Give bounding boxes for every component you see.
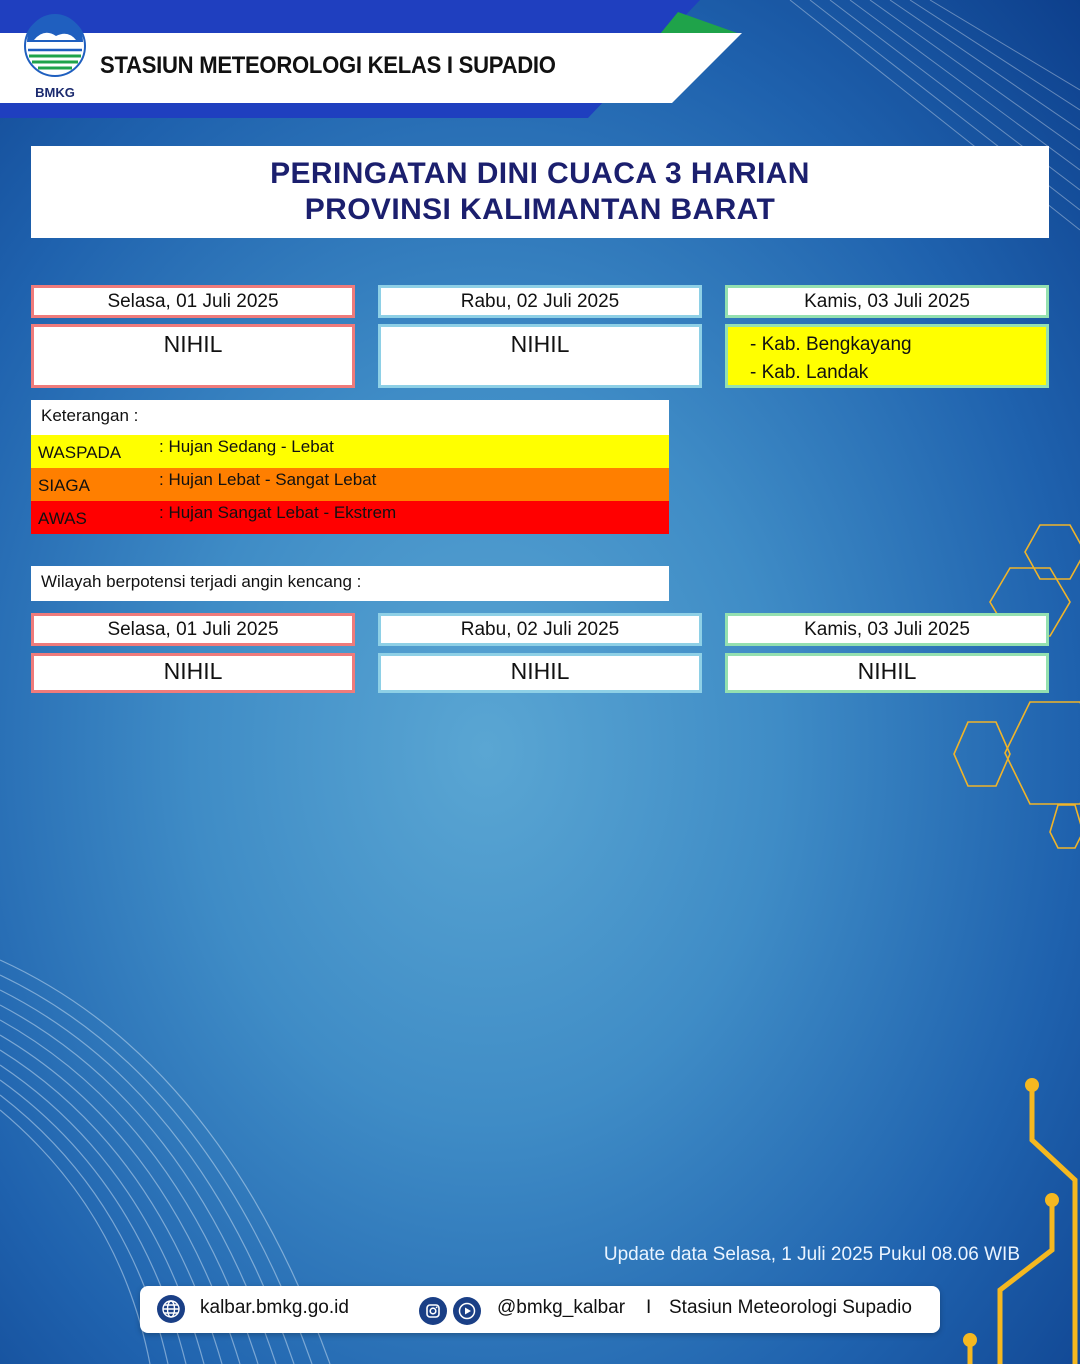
legend-row-siaga [31, 468, 669, 501]
website-link[interactable]: kalbar.bmkg.go.id [200, 1297, 349, 1318]
social-handle[interactable]: @bmkg_kalbar [497, 1297, 626, 1318]
rain-day-2-value: NIHIL [378, 324, 702, 388]
legend-desc: : Hujan Sangat Lebat - Ekstrem [159, 503, 397, 522]
wind-day-2-date: Rabu, 02 Juli 2025 [378, 613, 702, 646]
footer-bar [140, 1286, 940, 1333]
bmkg-logo-icon [24, 14, 86, 78]
legend-level: SIAGA [38, 476, 90, 495]
update-timestamp: Update data Selasa, 1 Juli 2025 Pukul 08.06 WIB [603, 1244, 1020, 1265]
legend [31, 400, 669, 534]
legend-level: WASPADA [38, 443, 122, 462]
rain-day-2-date: Rabu, 02 Juli 2025 [378, 285, 702, 318]
legend-heading: Keterangan : [31, 400, 669, 435]
area-item: - Kab. Landak [750, 362, 869, 383]
footer-separator: I [646, 1297, 652, 1318]
instagram-icon[interactable] [419, 1297, 447, 1325]
rain-day-3-areas [725, 324, 1049, 388]
page-title [31, 146, 1049, 238]
wind-heading: Wilayah berpotensi terjadi angin kencang : [31, 566, 669, 601]
area-item: - Kab. Bengkayang [750, 334, 912, 355]
legend-row-waspada [31, 435, 669, 468]
wind-day-2-value: NIHIL [378, 653, 702, 693]
rain-day-3-date: Kamis, 03 Juli 2025 [725, 285, 1049, 318]
legend-desc: : Hujan Lebat - Sangat Lebat [159, 470, 377, 489]
legend-row-awas [31, 501, 669, 534]
title-line-1: PERINGATAN DINI CUACA 3 HARIAN [270, 157, 810, 190]
legend-level: AWAS [38, 509, 87, 528]
wind-day-1-value: NIHIL [31, 653, 355, 693]
rain-day-1-value: NIHIL [31, 324, 355, 388]
globe-icon [157, 1295, 185, 1323]
rain-day-1-date: Selasa, 01 Juli 2025 [31, 285, 355, 318]
wind-day-1-date: Selasa, 01 Juli 2025 [31, 613, 355, 646]
legend-desc: : Hujan Sedang - Lebat [159, 437, 334, 456]
station-name: STASIUN METEOROLOGI KELAS I SUPADIO [100, 52, 556, 79]
title-line-2: PROVINSI KALIMANTAN BARAT [304, 193, 776, 226]
logo-text: BMKG [35, 85, 75, 100]
bmkg-logo [24, 14, 86, 100]
wind-day-3-value: NIHIL [725, 653, 1049, 693]
footer-station-name: Stasiun Meteorologi Supadio [669, 1297, 912, 1318]
youtube-icon[interactable] [453, 1297, 481, 1325]
wind-day-3-date: Kamis, 03 Juli 2025 [725, 613, 1049, 646]
